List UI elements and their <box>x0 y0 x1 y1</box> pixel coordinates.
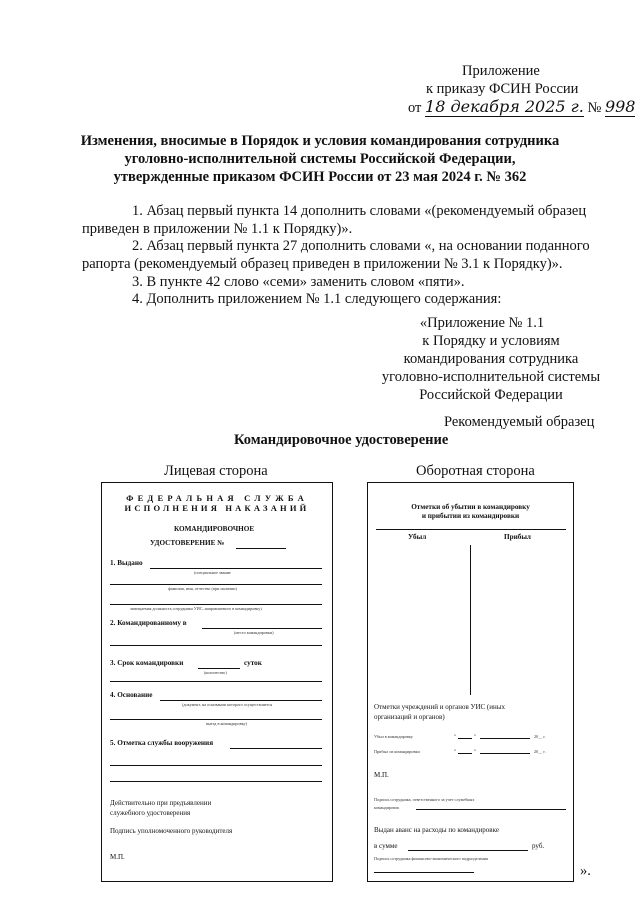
term-label: 3. Срок командировки <box>110 659 184 667</box>
appendix-line: уголовно-исполнительной системы <box>381 369 601 385</box>
arrived-quote-close: » <box>474 747 477 752</box>
appendix-line: Российской Федерации <box>419 387 563 403</box>
appendix-label: Приложение <box>462 63 540 79</box>
armament-label: 5. Отметка службы вооружения <box>110 739 214 747</box>
appendix-line: к Порядку и условиям <box>422 333 560 349</box>
departed-year: 20__ г. <box>534 734 546 739</box>
term-suffix: суток <box>244 659 262 667</box>
paragraph-2-cont: рапорта (рекомендуемый образец приведен в приложении № 3.1 к Порядку)». <box>82 256 563 272</box>
appendix-block <box>366 314 616 404</box>
hint-quantity: (количество) <box>204 670 227 675</box>
arrived-year: 20__ г. <box>534 749 546 754</box>
sum-prefix: в сумме <box>374 842 398 850</box>
handwritten-date: 18 декабря 2025 г. <box>425 97 584 116</box>
doc-title-line1: КОМАНДИРОВОЧНОЕ <box>174 525 255 533</box>
paragraph-1: 1. Абзац первый пункта 14 дополнить словами «(рекомендуемый образец <box>132 203 587 219</box>
back-title-line2: и прибытии из командировки <box>421 512 520 520</box>
paragraph-3: 3. В пункте 42 слово «семи» заменить словом «пяти». <box>132 274 465 290</box>
col-departed: Убыл <box>408 533 427 541</box>
sent-label: 2. Командированному в <box>110 619 187 627</box>
col-arrived: Прибыл <box>504 533 531 541</box>
hint-destination: (место командировки) <box>234 630 274 635</box>
hint-basis-2: выезд в командировку) <box>206 721 248 726</box>
paragraph-4: 4. Дополнить приложением № 1.1 следующего содержания: <box>132 291 502 307</box>
marks-line-2: организаций и органов) <box>374 713 445 721</box>
hint-basis: (документ, на основании которого осуществляется <box>182 702 273 707</box>
departed-quote-open: « <box>454 732 457 737</box>
departed-row-label: Убыл в командировку <box>374 734 413 739</box>
front-side-form <box>101 482 333 882</box>
sign-line-2: командировок <box>374 805 400 810</box>
back-side-label: Оборотная сторона <box>416 463 535 479</box>
issued-label: 1. Выдано <box>110 559 143 567</box>
paragraph-1-cont: приведен в приложении № 1.1 к Порядку)». <box>82 221 353 237</box>
hint-position: замещаемая должность сотрудника УИС, направляемого в командировку) <box>130 606 262 611</box>
basis-label: 4. Основание <box>110 691 153 699</box>
arrived-row-label: Прибыл из командировки <box>374 749 420 754</box>
valid-line-1: Действительно при предъявлении <box>110 799 212 807</box>
recommended-sample: Рекомендуемый образец <box>444 414 595 430</box>
doc-title-line2: УДОСТОВЕРЕНИЕ № <box>150 539 225 547</box>
marks-line-1: Отметки учреждений и органов УИС (иных <box>374 703 505 711</box>
arrived-quote-open: « <box>454 747 457 752</box>
valid-line-2: служебного удостоверения <box>110 809 191 817</box>
title-line: Изменения, вносимые в Порядок и условия командирования сотрудника <box>80 133 560 149</box>
handwritten-number: 998 <box>604 97 636 116</box>
hint-name: фамилия, имя, отчество (при наличии) <box>168 586 237 591</box>
departed-quote-close: » <box>474 732 477 737</box>
advance-label: Выдан аванс на расходы по командировке <box>374 826 499 834</box>
number-sign: № <box>587 100 602 116</box>
certificate-title: Командировочное удостоверение <box>234 432 449 448</box>
service-name-line1: ФЕДЕРАЛЬНАЯ СЛУЖБА <box>126 493 308 503</box>
front-mp: М.П. <box>110 853 125 861</box>
order-reference: к приказу ФСИН России <box>426 81 579 97</box>
back-mp: М.П. <box>374 771 389 779</box>
sign-line-1: Подпись сотрудника, ответственного за учет служебных <box>374 797 475 802</box>
hint-rank: (специальное звание <box>194 570 231 575</box>
from-prefix: от <box>408 100 422 116</box>
signature-label: Подпись уполномоченного руководителя <box>110 827 233 835</box>
closing-quote: ». <box>580 863 591 879</box>
service-name-line2: ИСПОЛНЕНИЯ НАКАЗАНИЙ <box>124 503 310 513</box>
appendix-line: командирования сотрудника <box>403 351 579 367</box>
page-title <box>40 132 600 186</box>
back-side-form <box>367 482 574 882</box>
paragraph-2: 2. Абзац первый пункта 27 дополнить словами «, на основании поданного <box>132 238 590 254</box>
sum-suffix: руб. <box>532 842 545 850</box>
finance-sign-label: Подпись сотрудника финансово-экономического подразделения <box>374 856 488 861</box>
order-date-line <box>408 98 635 117</box>
back-title-line1: Отметки об убытии в командировку <box>411 503 530 511</box>
appendix-line: «Приложение № 1.1 <box>419 315 545 331</box>
title-line: утвержденные приказом ФСИН России от 23 мая 2024 г. № 362 <box>113 169 527 185</box>
title-line: уголовно-исполнительной системы Российской Федерации, <box>124 151 516 167</box>
front-side-label: Лицевая сторона <box>164 463 268 479</box>
